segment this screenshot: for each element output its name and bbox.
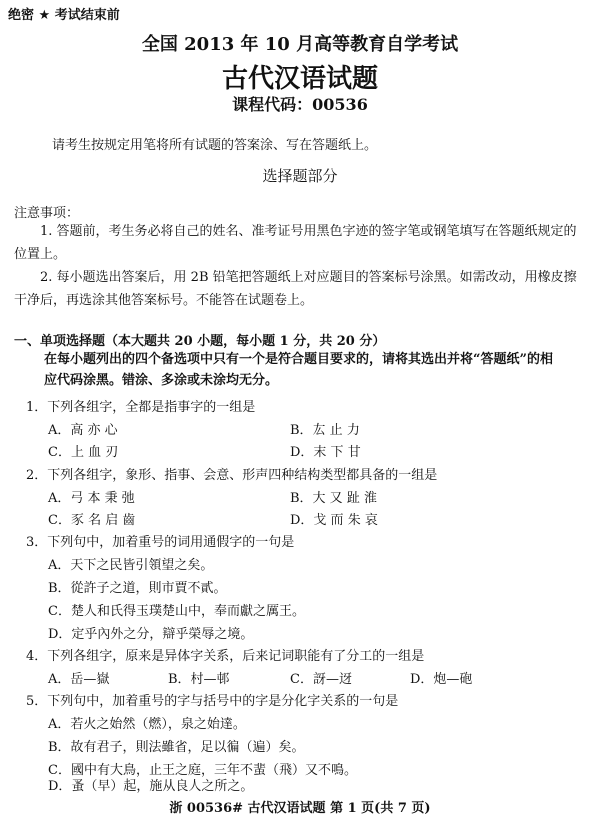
option: B．故有君子，則法雖省，足以徧（遍）矣。 xyxy=(48,740,305,755)
page-title: 古代汉语试题 xyxy=(221,64,378,94)
option: C．豕 名 启 齒 xyxy=(48,513,136,528)
exam-name: 全国 2013 年 10 月高等教育自学考试 xyxy=(141,34,459,55)
question-stem: 2．下列各组字，象形、指事、会意、形声四种结构类型都具备的一组是 xyxy=(26,468,438,483)
section-description: 在每小题列出的四个备选项中只有一个是符合题目要求的，请将其选出并将“答题纸”的相应代码涂黑。错涂、多涂或未涂均无分。 xyxy=(44,352,553,388)
section-title: 一、单项选择题（本大题共 20 小题，每小题 1 分，共 20 分） xyxy=(14,334,386,349)
option: D．蚤（早）起，施从良人之所之。 xyxy=(48,779,254,794)
note-item: 2. 每小题选出答案后，用 2B 铅笔把答题纸上对应题目的答案标号涂黑。如需改动，用橡皮擦干净后，再选涂其他答案标号。不能答在试题卷上。 xyxy=(14,270,577,308)
option: B．村—邨 xyxy=(168,672,230,687)
notes-heading: 注意事项： xyxy=(14,206,80,221)
question-stem: 3．下列句中，加着重号的词用通假字的一句是 xyxy=(26,535,295,550)
question-stem: 5．下列句中，加着重号的字与括号中的字是分化字关系的一句是 xyxy=(26,694,399,709)
option: D．定乎內外之分，辯乎榮辱之境。 xyxy=(48,627,254,642)
option: C．上 血 刃 xyxy=(48,445,119,460)
option: A．天下之民皆引領望之矣。 xyxy=(48,558,214,573)
option: C．國中有大鳥，止王之庭，三年不蜚（飛）又不鳴。 xyxy=(48,763,357,778)
question-stem: 1．下列各组字，全都是指事字的一组是 xyxy=(26,400,256,415)
option: A．岳—嶽 xyxy=(48,672,110,687)
option: A．弓 本 秉 弛 xyxy=(48,491,135,506)
option: B．厷 止 力 xyxy=(290,423,360,438)
part-title: 选择题部分 xyxy=(262,167,338,185)
option: D．末 下 甘 xyxy=(290,445,361,460)
page-footer: 浙 00536# 古代汉语试题 第 1 页(共 7 页) xyxy=(169,801,431,816)
option: B．大 又 趾 淮 xyxy=(290,491,377,506)
option: D．戈 而 朱 哀 xyxy=(290,513,378,528)
note-item: 1. 答题前，考生务必将自己的姓名、准考证号用黑色字迹的签字笔或钢笔填写在答题纸规定的位置上。 xyxy=(14,224,577,262)
course-code: 课程代码：00536 xyxy=(232,95,368,114)
option: A．高 亦 心 xyxy=(48,423,118,438)
option: B．從許子之道，則市賈不貳。 xyxy=(48,581,227,596)
secret-label: 绝密 ★ 考试结束前 xyxy=(8,8,120,23)
option: D．炮—砲 xyxy=(410,672,473,687)
option: C．訝—迓 xyxy=(290,672,352,687)
option: C．楚人和氏得玉璞楚山中，奉而獻之厲王。 xyxy=(48,604,305,619)
question-stem: 4．下列各组字，原来是异体字关系，后来记词职能有了分工的一组是 xyxy=(26,649,425,664)
instruction-text: 请考生按规定用笔将所有试题的答案涂、写在答题纸上。 xyxy=(52,138,378,153)
option: A．若火之始然（燃），泉之始達。 xyxy=(48,717,246,732)
